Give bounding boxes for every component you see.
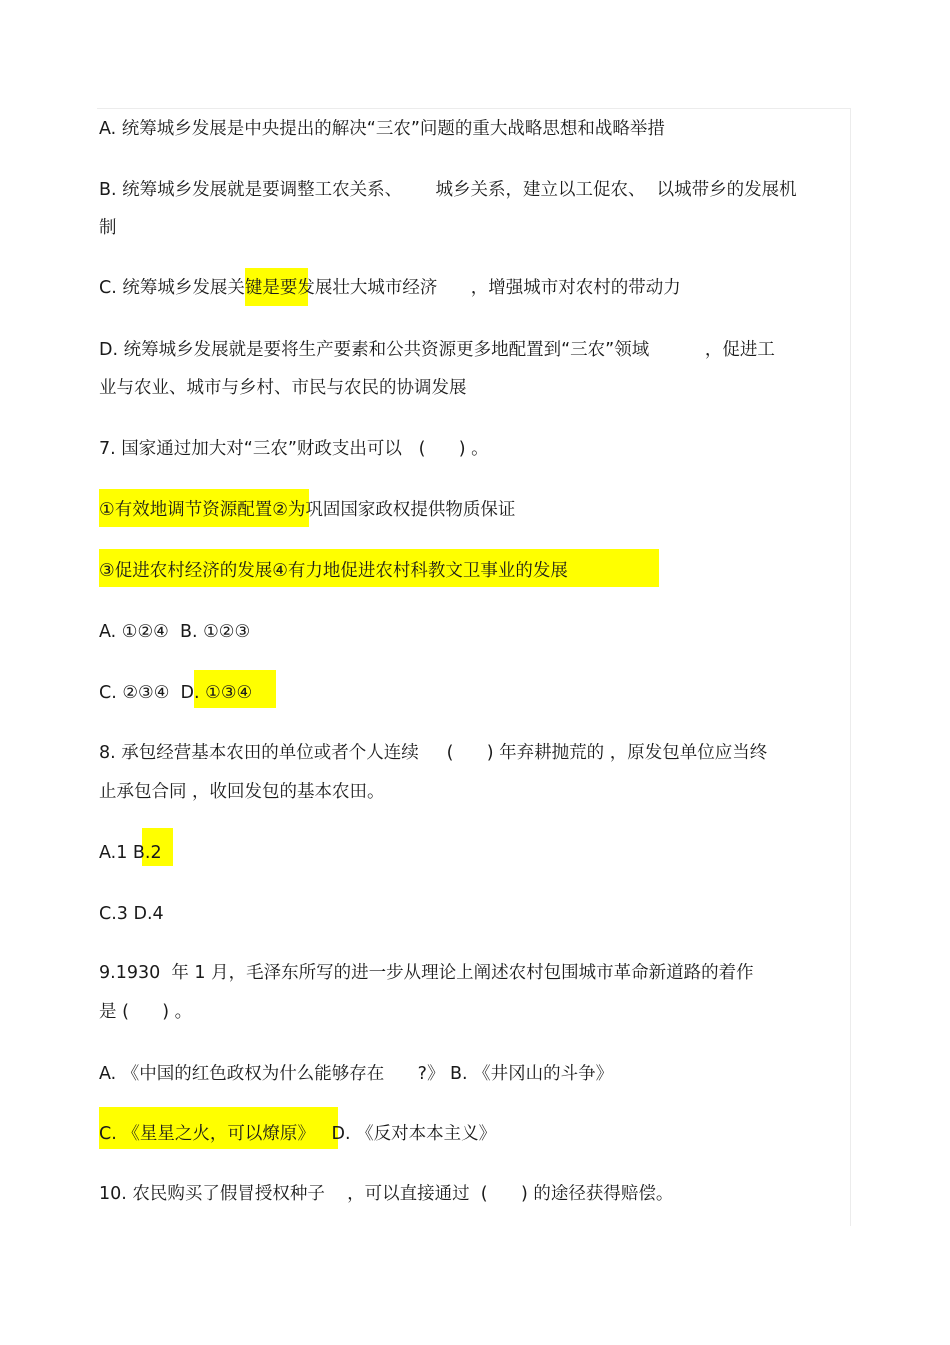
- q8-stem: 8. 承包经营基本农田的单位或者个人连续 ( ) 年弃耕抛荒的 ，原发包单位应当终: [99, 743, 768, 763]
- q6-option-b-cont: 制: [99, 218, 117, 238]
- q10-stem: 10. 农民购买了假冒授权种子 ，可以直接通过 ( ) 的途径获得赔偿。: [99, 1184, 674, 1204]
- q7-items-1-2: ①有效地调节资源配置②为巩固国家政权提供物质保证: [99, 500, 516, 520]
- q6-option-b: B. 统筹城乡发展就是要调整工农关系、 城乡关系，建立以工促农、 以城带乡的发展机: [99, 180, 797, 200]
- q6-option-a: A. 统筹城乡发展是中央提出的解决“三农”问题的重大战略思想和战略举措: [99, 119, 665, 139]
- q6-option-d: D. 统筹城乡发展就是要将生产要素和公共资源更多地配置到“三农”领域 ，促进工: [99, 340, 775, 360]
- q9-options-ab: A. 《中国的红色政权为什么能够存在 ?》 B. 《井冈山的斗争》: [99, 1064, 614, 1084]
- q7-items-3-4: ③促进农村经济的发展④有力地促进农村科教文卫事业的发展: [99, 561, 568, 581]
- q9-stem: 9.1930 年 1 月，毛泽东所写的进一步从理论上阐述农村包围城市革命新道路的着作: [99, 963, 754, 983]
- q7-stem: 7. 国家通过加大对“三农”财政支出可以 ( ) 。: [99, 439, 489, 459]
- page-frame: [97, 108, 851, 1226]
- q6-option-c: C. 统筹城乡发展关键是要发展壮大城市经济 ，增强城市对农村的带动力: [99, 278, 681, 298]
- q7-options-ab: A. ①②④ B. ①②③: [99, 622, 251, 642]
- q7-options-cd: C. ②③④ D. ①③④: [99, 683, 253, 703]
- q8-options-ab: A.1 B.2: [99, 843, 162, 863]
- q8-stem-cont: 止承包合同 ，收回发包的基本农田。: [99, 782, 385, 802]
- q6-option-d-cont: 业与农业、城市与乡村、市民与农民的协调发展: [99, 378, 467, 398]
- q8-options-cd: C.3 D.4: [99, 904, 164, 924]
- q9-stem-cont: 是 ( ) 。: [99, 1002, 193, 1022]
- q9-options-cd: C. 《星星之火，可以燎原》 D. 《反对本本主义》: [99, 1124, 497, 1144]
